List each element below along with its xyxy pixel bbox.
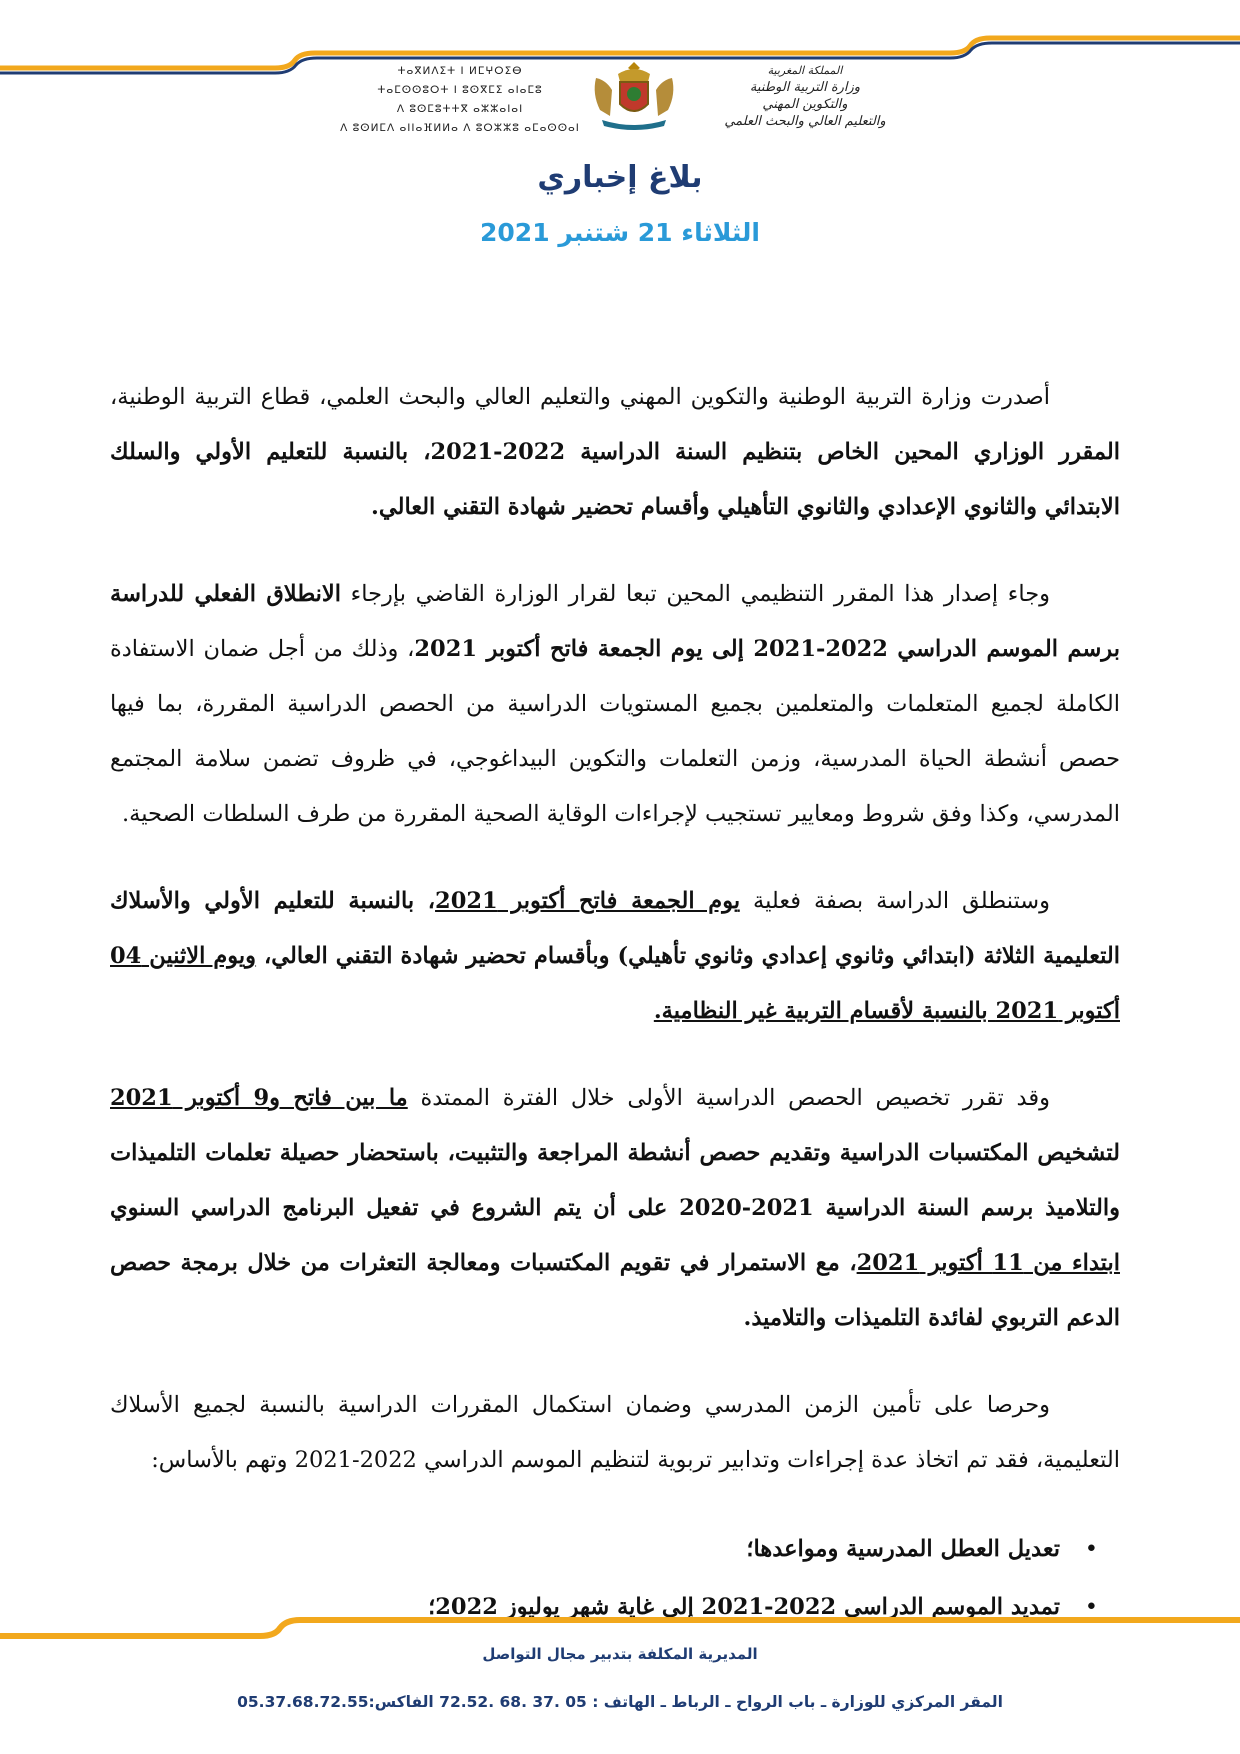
paragraph-2: وجاء إصدار هذا المقرر التنظيمي المحين تبعا لقرار الوزارة القاضي بإرجاء الانطلاق الفعلي للدراسة برسم الموسم الدراسي 2022-2021 إلى يوم الجمعة فاتح أكتوبر 2021، وذلك من أجل ضمان الاستفادة الكاملة لجميع المتعلمات والمتعلمين بجميع المستويات الدراسية من الحصص الدراسية المقررة، بما فيها حصص أنشطة الحياة المدرسية، وزمن التعلمات والتكوين البيداغوجي، في ظروف تضمن سلامة المجتمع المدرسي، وكذا وفق شروط ومعايير تستجيب لإجراءات الوقاية الصحية المقررة من طرف السلطات الصحية.	[110, 581, 1120, 827]
press-release-body	[110, 370, 1120, 1636]
paragraph-5: وحرصا على تأمين الزمن المدرسي وضمان استكمال المقررات الدراسية بالنسبة لجميع الأسلاك التعليمية، فقد تم اتخاذ عدة إجراءات وتدابير تربوية لتنظيم الموسم الدراسي 2022-2021 وتهم بالأساس:	[110, 1392, 1120, 1473]
footer-contact: المقر المركزي للوزارة ـ باب الرواح ـ الرباط ـ الهاتف : 05 .37 .68 .72.52 الفاكس:05.37.68.72.55	[237, 1693, 1003, 1711]
footer-directorate: المديرية المكلفة بتدبير مجال التواصل	[482, 1645, 758, 1663]
bullet-icon: •	[1084, 1536, 1098, 1562]
ministry-name: المملكة المغربية وزارة التربية الوطنية والتكوين المهني والتعليم العالي والبحث العلمي	[724, 64, 886, 129]
list-item: • تمديد الموسم الدراسي 2022-2021 إلى غاية شهر يوليوز 2022؛	[110, 1578, 1060, 1636]
footer-divider	[0, 1598, 1240, 1646]
document-date: الثلاثاء 21 شتنبر 2021	[480, 218, 760, 247]
bullet-icon: •	[1084, 1594, 1098, 1620]
tifinagh-ministry-name: ⵜⴰⴳⵍⴷⵉⵜ ⵏ ⵍⵎⵖⵔⵉⴱ ⵜⴰⵎⵙⵙⵓⵔⵜ ⵏ ⵓⵙⴳⵎⵉ ⴰⵏⴰⵎⵓ ⴷ ⵓⵙⵎⵓⵜⵜⴳ ⴰⵣⵣⴰⵏⴰⵏ ⴷ ⵓⵙⵍⵎⴷ ⴰⵏⵏⴰⴼⵍⵍⴰ ⴷ ⵓⵔⵣⵣⵓ ⴰⵎⴰⵙⵙⴰⵏ	[340, 65, 580, 134]
paragraph-4: وقد تقرر تخصيص الحصص الدراسية الأولى خلال الفترة الممتدة ما بين فاتح و9 أكتوبر 2021 لتشخيص المكتسبات الدراسية وتقديم حصص أنشطة المراجعة والتثبيت، باستحضار حصيلة تعلمات التلميذات والتلاميذ برسم السنة الدراسية 2021-2020 على أن يتم الشروع في تفعيل البرنامج الدراسي السنوي ابتداء من 11 أكتوبر 2021، مع الاستمرار في تقويم المكتسبات ومعالجة التعثرات من خلال برمجة حصص الدعم التربوي لفائدة التلميذات والتلاميذ.	[110, 1085, 1120, 1331]
paragraph-1: أصدرت وزارة التربية الوطنية والتكوين المهني والتعليم العالي والبحث العلمي، قطاع التربية الوطنية، المقرر الوزاري المحين الخاص بتنظيم السنة الدراسية 2022-2021، بالنسبة للتعليم الأولي والسلك الابتدائي والثانوي الإعدادي والثانوي التأهيلي وأقسام تحضير شهادة التقني العالي.	[110, 384, 1120, 520]
coat-of-arms-icon	[588, 60, 680, 130]
paragraph-3: وستنطلق الدراسة بصفة فعلية يوم الجمعة فاتح أكتوبر 2021، بالنسبة للتعليم الأولي والأسلاك التعليمية الثلاثة (ابتدائي وثانوي إعدادي وثانوي تأهيلي) وبأقسام تحضير شهادة التقني العالي، ويوم الاثنين 04 أكتوبر 2021 بالنسبة لأقسام التربية غير النظامية.	[110, 888, 1120, 1024]
list-item: • تعديل العطل المدرسية ومواعدها؛	[110, 1520, 1060, 1578]
page-title: بلاغ إخباري	[537, 160, 703, 195]
